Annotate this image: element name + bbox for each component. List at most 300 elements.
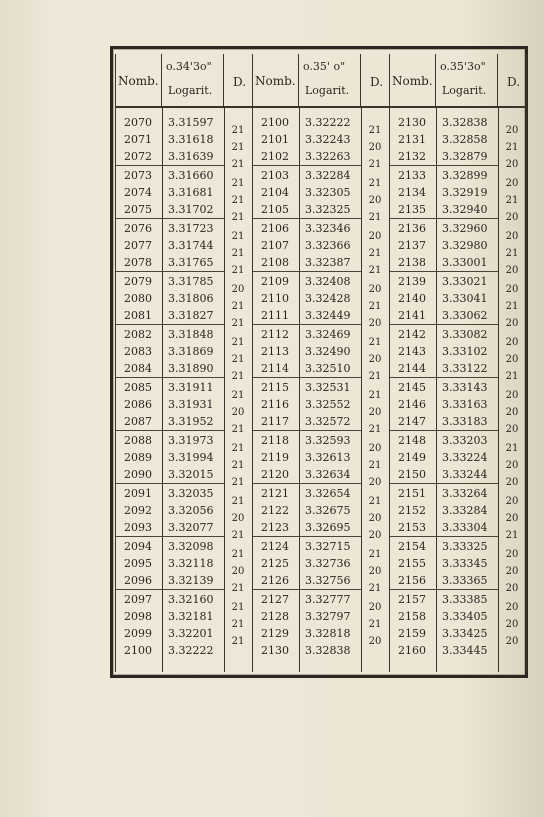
difference-cell: 21 xyxy=(368,264,382,276)
table-row xyxy=(390,625,498,642)
table-row xyxy=(253,220,361,237)
number-cell: 2114 xyxy=(261,362,289,375)
number-cell: 2131 xyxy=(398,133,426,146)
number-cell: 2090 xyxy=(124,468,152,481)
table-row xyxy=(253,326,361,343)
logarithm-cell: 3.31618 xyxy=(168,133,214,146)
number-cell: 2079 xyxy=(124,275,152,288)
table-row xyxy=(390,131,498,148)
logarithm-cell: 3.31994 xyxy=(168,451,214,464)
number-cell: 2080 xyxy=(124,292,152,305)
logarithm-cell: 3.33102 xyxy=(442,345,488,358)
row-group xyxy=(390,430,498,484)
number-cell: 2132 xyxy=(398,150,426,163)
number-cell: 2111 xyxy=(261,309,289,322)
column-header xyxy=(390,54,526,108)
angle-label: o.35'3o" xyxy=(440,60,486,73)
difference-cell: 21 xyxy=(231,442,245,454)
number-cell: 2151 xyxy=(398,487,426,500)
difference-cell: 21 xyxy=(231,177,245,189)
row-group xyxy=(253,536,361,590)
difference-cell: 20 xyxy=(505,317,519,329)
difference-cell: 21 xyxy=(231,601,245,613)
number-cell: 2142 xyxy=(398,328,426,341)
number-cell: 2145 xyxy=(398,381,426,394)
table-row xyxy=(116,237,224,254)
table-row xyxy=(116,591,224,608)
difference-cell: 21 xyxy=(231,635,245,647)
number-cell: 2147 xyxy=(398,415,426,428)
logarithm-cell: 3.32366 xyxy=(305,239,351,252)
number-cell: 2112 xyxy=(261,328,289,341)
difference-cell: 21 xyxy=(231,194,245,206)
logarithm-cell: 3.33041 xyxy=(442,292,488,305)
number-cell: 2115 xyxy=(261,381,289,394)
nomb-header xyxy=(116,54,162,106)
logarithm-cell: 3.32797 xyxy=(305,610,351,623)
table-row xyxy=(116,485,224,502)
difference-cell: 20 xyxy=(505,158,519,170)
logarithm-cell: 3.32222 xyxy=(168,644,214,657)
difference-cell: 20 xyxy=(368,442,382,454)
table-row xyxy=(116,148,224,165)
table-row xyxy=(253,131,361,148)
row-group xyxy=(390,483,498,537)
table-row xyxy=(253,201,361,218)
difference-cell: 21 xyxy=(368,582,382,594)
difference-header-label: D. xyxy=(370,75,384,89)
logarithm-cell: 3.32181 xyxy=(168,610,214,623)
logarithm-cell: 3.32284 xyxy=(305,169,351,182)
difference-cell: 20 xyxy=(368,529,382,541)
table-row xyxy=(116,625,224,642)
logarithm-cell: 3.32510 xyxy=(305,362,351,375)
logarithm-cell: 3.33385 xyxy=(442,593,488,606)
number-cell: 2140 xyxy=(398,292,426,305)
logarithm-cell: 3.32469 xyxy=(305,328,351,341)
column-header xyxy=(253,54,389,108)
table-row xyxy=(390,148,498,165)
number-cell: 2127 xyxy=(261,593,289,606)
number-cell: 2149 xyxy=(398,451,426,464)
table-row xyxy=(253,148,361,165)
row-group xyxy=(116,536,224,590)
logarithm-cell: 3.31723 xyxy=(168,222,214,235)
logarithm-cell: 3.32139 xyxy=(168,574,214,587)
table-row xyxy=(116,184,224,201)
table-row xyxy=(390,201,498,218)
logarithm-cell: 3.32940 xyxy=(442,203,488,216)
table-row xyxy=(116,131,224,148)
table-row xyxy=(253,254,361,271)
difference-cell: 20 xyxy=(505,336,519,348)
row-group xyxy=(253,483,361,537)
difference-cell: 21 xyxy=(368,158,382,170)
number-cell: 2154 xyxy=(398,540,426,553)
table-row xyxy=(116,449,224,466)
logarithm-cell: 3.33021 xyxy=(442,275,488,288)
table-row xyxy=(390,360,498,377)
table-row xyxy=(116,273,224,290)
difference-cell: 21 xyxy=(368,211,382,223)
number-cell: 2091 xyxy=(124,487,152,500)
table-row xyxy=(116,114,224,131)
logarithm-cell: 3.33163 xyxy=(442,398,488,411)
number-cell: 2073 xyxy=(124,169,152,182)
table-row xyxy=(116,572,224,589)
logarithm-cell: 3.31806 xyxy=(168,292,214,305)
logarithm-cell: 3.33304 xyxy=(442,521,488,534)
difference-cell: 21 xyxy=(231,423,245,435)
table-row xyxy=(390,167,498,184)
row-group xyxy=(253,165,361,219)
number-cell: 2076 xyxy=(124,222,152,235)
table-column-block xyxy=(389,54,527,672)
nomb-header xyxy=(390,54,436,106)
difference-cell: 21 xyxy=(231,459,245,471)
difference-cell: 20 xyxy=(231,512,245,524)
number-cell: 2126 xyxy=(261,574,289,587)
table-row xyxy=(116,254,224,271)
table-row xyxy=(390,502,498,519)
table-row xyxy=(390,572,498,589)
table-row xyxy=(390,326,498,343)
number-cell: 2153 xyxy=(398,521,426,534)
table-row xyxy=(253,184,361,201)
row-group xyxy=(253,271,361,325)
table-row xyxy=(116,201,224,218)
logarithm-table xyxy=(110,46,528,678)
number-cell: 2124 xyxy=(261,540,289,553)
difference-cell: 20 xyxy=(505,635,519,647)
number-cell: 2150 xyxy=(398,468,426,481)
table-row xyxy=(116,326,224,343)
number-cell: 2074 xyxy=(124,186,152,199)
number-cell: 2152 xyxy=(398,504,426,517)
logarit-header xyxy=(436,54,498,106)
logarithm-cell: 3.33203 xyxy=(442,434,488,447)
logarithm-cell: 3.31827 xyxy=(168,309,214,322)
logarithm-cell: 3.33284 xyxy=(442,504,488,517)
number-cell: 2071 xyxy=(124,133,152,146)
table-row xyxy=(390,307,498,324)
logarithm-cell: 3.32449 xyxy=(305,309,351,322)
logarithm-cell: 3.32077 xyxy=(168,521,214,534)
logarithm-cell: 3.32593 xyxy=(305,434,351,447)
table-row xyxy=(390,114,498,131)
row-group xyxy=(390,218,498,272)
difference-cell: 20 xyxy=(368,512,382,524)
logarithm-cell: 3.32736 xyxy=(305,557,351,570)
number-cell: 2129 xyxy=(261,627,289,640)
difference-cell: 20 xyxy=(505,495,519,507)
table-row xyxy=(390,237,498,254)
row-group xyxy=(253,430,361,484)
number-cell: 2104 xyxy=(261,186,289,199)
difference-cell: 20 xyxy=(368,317,382,329)
logarithm-cell: 3.31681 xyxy=(168,186,214,199)
difference-cell: 20 xyxy=(368,406,382,418)
table-row xyxy=(390,591,498,608)
difference-cell: 21 xyxy=(231,548,245,560)
difference-cell: 20 xyxy=(231,283,245,295)
table-row xyxy=(253,519,361,536)
nomb-header-label: Nomb. xyxy=(118,74,159,88)
table-row xyxy=(253,538,361,555)
logarithm-cell: 3.33425 xyxy=(442,627,488,640)
logarithm-cell: 3.32346 xyxy=(305,222,351,235)
logarithm-cell: 3.33345 xyxy=(442,557,488,570)
table-row xyxy=(390,608,498,625)
table-row xyxy=(253,591,361,608)
difference-cell: 21 xyxy=(231,211,245,223)
table-row xyxy=(253,307,361,324)
difference-cell: 20 xyxy=(368,565,382,577)
difference-cell: 21 xyxy=(231,141,245,153)
row-group xyxy=(253,324,361,378)
logarithm-cell: 3.32919 xyxy=(442,186,488,199)
table-row xyxy=(390,449,498,466)
row-group xyxy=(116,589,224,659)
difference-cell: 20 xyxy=(505,124,519,136)
difference-cell: 21 xyxy=(231,336,245,348)
table-row xyxy=(116,642,224,659)
table-row xyxy=(253,396,361,413)
difference-cell: 20 xyxy=(505,618,519,630)
table-row xyxy=(390,538,498,555)
difference-cell: 21 xyxy=(505,370,519,382)
table-row xyxy=(390,519,498,536)
logarit-label: Logarit. xyxy=(168,84,213,97)
row-group xyxy=(390,377,498,431)
difference-cell: 21 xyxy=(231,124,245,136)
number-cell: 2135 xyxy=(398,203,426,216)
logarithm-cell: 3.32035 xyxy=(168,487,214,500)
number-cell: 2116 xyxy=(261,398,289,411)
logarithm-cell: 3.33244 xyxy=(442,468,488,481)
table-row xyxy=(116,343,224,360)
difference-cell: 21 xyxy=(368,247,382,259)
table-row xyxy=(116,413,224,430)
difference-cell: 21 xyxy=(231,230,245,242)
difference-cell: 21 xyxy=(368,124,382,136)
number-cell: 2146 xyxy=(398,398,426,411)
number-cell: 2120 xyxy=(261,468,289,481)
difference-cell: 21 xyxy=(231,370,245,382)
logarithm-cell: 3.33325 xyxy=(442,540,488,553)
number-cell: 2139 xyxy=(398,275,426,288)
number-cell: 2119 xyxy=(261,451,289,464)
table-row xyxy=(390,466,498,483)
nomb-header-label: Nomb. xyxy=(392,74,433,88)
logarithm-cell: 3.32305 xyxy=(305,186,351,199)
logarithm-cell: 3.32818 xyxy=(305,627,351,640)
logarithm-cell: 3.32408 xyxy=(305,275,351,288)
number-cell: 2092 xyxy=(124,504,152,517)
number-cell: 2133 xyxy=(398,169,426,182)
table-column-block xyxy=(252,54,390,672)
logarithm-cell: 3.33082 xyxy=(442,328,488,341)
logarithm-cell: 3.31973 xyxy=(168,434,214,447)
row-group xyxy=(253,112,361,166)
number-cell: 2077 xyxy=(124,239,152,252)
table-row xyxy=(116,360,224,377)
number-cell: 2101 xyxy=(261,133,289,146)
table-column-block xyxy=(115,54,253,672)
number-cell: 2128 xyxy=(261,610,289,623)
row-group xyxy=(253,218,361,272)
number-cell: 2084 xyxy=(124,362,152,375)
table-row xyxy=(116,555,224,572)
difference-cell: 21 xyxy=(368,300,382,312)
logarithm-cell: 3.32056 xyxy=(168,504,214,517)
number-cell: 2117 xyxy=(261,415,289,428)
number-cell: 2107 xyxy=(261,239,289,252)
row-group xyxy=(253,589,361,659)
logarithm-cell: 3.32960 xyxy=(442,222,488,235)
difference-cell: 20 xyxy=(505,177,519,189)
table-row xyxy=(116,220,224,237)
table-row xyxy=(390,555,498,572)
difference-cell: 20 xyxy=(505,459,519,471)
number-cell: 2123 xyxy=(261,521,289,534)
number-cell: 2156 xyxy=(398,574,426,587)
row-group xyxy=(390,324,498,378)
row-group xyxy=(116,377,224,431)
number-cell: 2130 xyxy=(261,644,289,657)
difference-cell: 21 xyxy=(368,459,382,471)
number-cell: 2098 xyxy=(124,610,152,623)
number-cell: 2083 xyxy=(124,345,152,358)
logarit-header xyxy=(162,54,224,106)
logarithm-cell: 3.32243 xyxy=(305,133,351,146)
number-cell: 2088 xyxy=(124,434,152,447)
nomb-header-label: Nomb. xyxy=(255,74,296,88)
logarithm-cell: 3.32879 xyxy=(442,150,488,163)
difference-cell: 21 xyxy=(231,317,245,329)
table-row xyxy=(253,273,361,290)
difference-cell: 20 xyxy=(505,406,519,418)
table-row xyxy=(116,519,224,536)
difference-cell: 20 xyxy=(368,476,382,488)
table-row xyxy=(116,538,224,555)
table-row xyxy=(390,254,498,271)
number-cell: 2070 xyxy=(124,116,152,129)
difference-cell: 20 xyxy=(368,194,382,206)
logarithm-cell: 3.32531 xyxy=(305,381,351,394)
difference-cell: 21 xyxy=(368,548,382,560)
number-cell: 2087 xyxy=(124,415,152,428)
difference-header xyxy=(224,54,252,106)
difference-header xyxy=(361,54,389,106)
difference-cell: 21 xyxy=(368,336,382,348)
row-group xyxy=(116,430,224,484)
difference-cell: 20 xyxy=(505,512,519,524)
logarithm-cell: 3.33122 xyxy=(442,362,488,375)
table-row xyxy=(116,290,224,307)
logarithm-cell: 3.31765 xyxy=(168,256,214,269)
table-row xyxy=(390,220,498,237)
logarithm-cell: 3.32552 xyxy=(305,398,351,411)
difference-cell: 21 xyxy=(231,495,245,507)
difference-header xyxy=(498,54,526,106)
logarit-label: Logarit. xyxy=(305,84,350,97)
number-cell: 2158 xyxy=(398,610,426,623)
number-cell: 2097 xyxy=(124,593,152,606)
difference-cell: 20 xyxy=(368,635,382,647)
row-group xyxy=(253,377,361,431)
row-group xyxy=(390,112,498,166)
number-cell: 2095 xyxy=(124,557,152,570)
logarithm-cell: 3.32015 xyxy=(168,468,214,481)
table-row xyxy=(390,396,498,413)
table-row xyxy=(390,290,498,307)
logarithm-cell: 3.32118 xyxy=(168,557,214,570)
number-cell: 2159 xyxy=(398,627,426,640)
number-cell: 2099 xyxy=(124,627,152,640)
logarit-header xyxy=(299,54,361,106)
table-row xyxy=(253,114,361,131)
row-group xyxy=(116,271,224,325)
logarithm-cell: 3.32695 xyxy=(305,521,351,534)
table-row xyxy=(253,379,361,396)
difference-cell: 20 xyxy=(231,406,245,418)
table-row xyxy=(390,184,498,201)
difference-cell: 20 xyxy=(505,423,519,435)
table-row xyxy=(253,432,361,449)
row-group xyxy=(116,165,224,219)
table-row xyxy=(253,167,361,184)
number-cell: 2110 xyxy=(261,292,289,305)
table-row xyxy=(390,379,498,396)
difference-cell: 20 xyxy=(505,389,519,401)
logarithm-cell: 3.32838 xyxy=(305,644,351,657)
logarithm-cell: 3.33001 xyxy=(442,256,488,269)
difference-cell: 21 xyxy=(231,389,245,401)
number-cell: 2081 xyxy=(124,309,152,322)
number-cell: 2130 xyxy=(398,116,426,129)
number-cell: 2143 xyxy=(398,345,426,358)
logarithm-cell: 3.32201 xyxy=(168,627,214,640)
difference-cell: 20 xyxy=(368,230,382,242)
difference-cell: 20 xyxy=(505,230,519,242)
table-row xyxy=(390,343,498,360)
difference-cell: 21 xyxy=(231,353,245,365)
logarithm-cell: 3.31639 xyxy=(168,150,214,163)
table-row xyxy=(390,413,498,430)
table-row xyxy=(253,360,361,377)
logarithm-cell: 3.31890 xyxy=(168,362,214,375)
difference-cell: 20 xyxy=(505,353,519,365)
angle-label: o.34'3o" xyxy=(166,60,212,73)
difference-cell: 21 xyxy=(231,158,245,170)
logarithm-cell: 3.31702 xyxy=(168,203,214,216)
table-row xyxy=(253,237,361,254)
row-group xyxy=(116,483,224,537)
number-cell: 2093 xyxy=(124,521,152,534)
difference-cell: 21 xyxy=(368,618,382,630)
table-row xyxy=(253,466,361,483)
table-row xyxy=(116,502,224,519)
difference-cell: 21 xyxy=(231,618,245,630)
number-cell: 2086 xyxy=(124,398,152,411)
difference-header-label: D. xyxy=(507,75,521,89)
difference-cell: 20 xyxy=(505,211,519,223)
logarithm-cell: 3.32899 xyxy=(442,169,488,182)
row-group xyxy=(390,589,498,659)
table-row xyxy=(253,642,361,659)
logarithm-cell: 3.31744 xyxy=(168,239,214,252)
